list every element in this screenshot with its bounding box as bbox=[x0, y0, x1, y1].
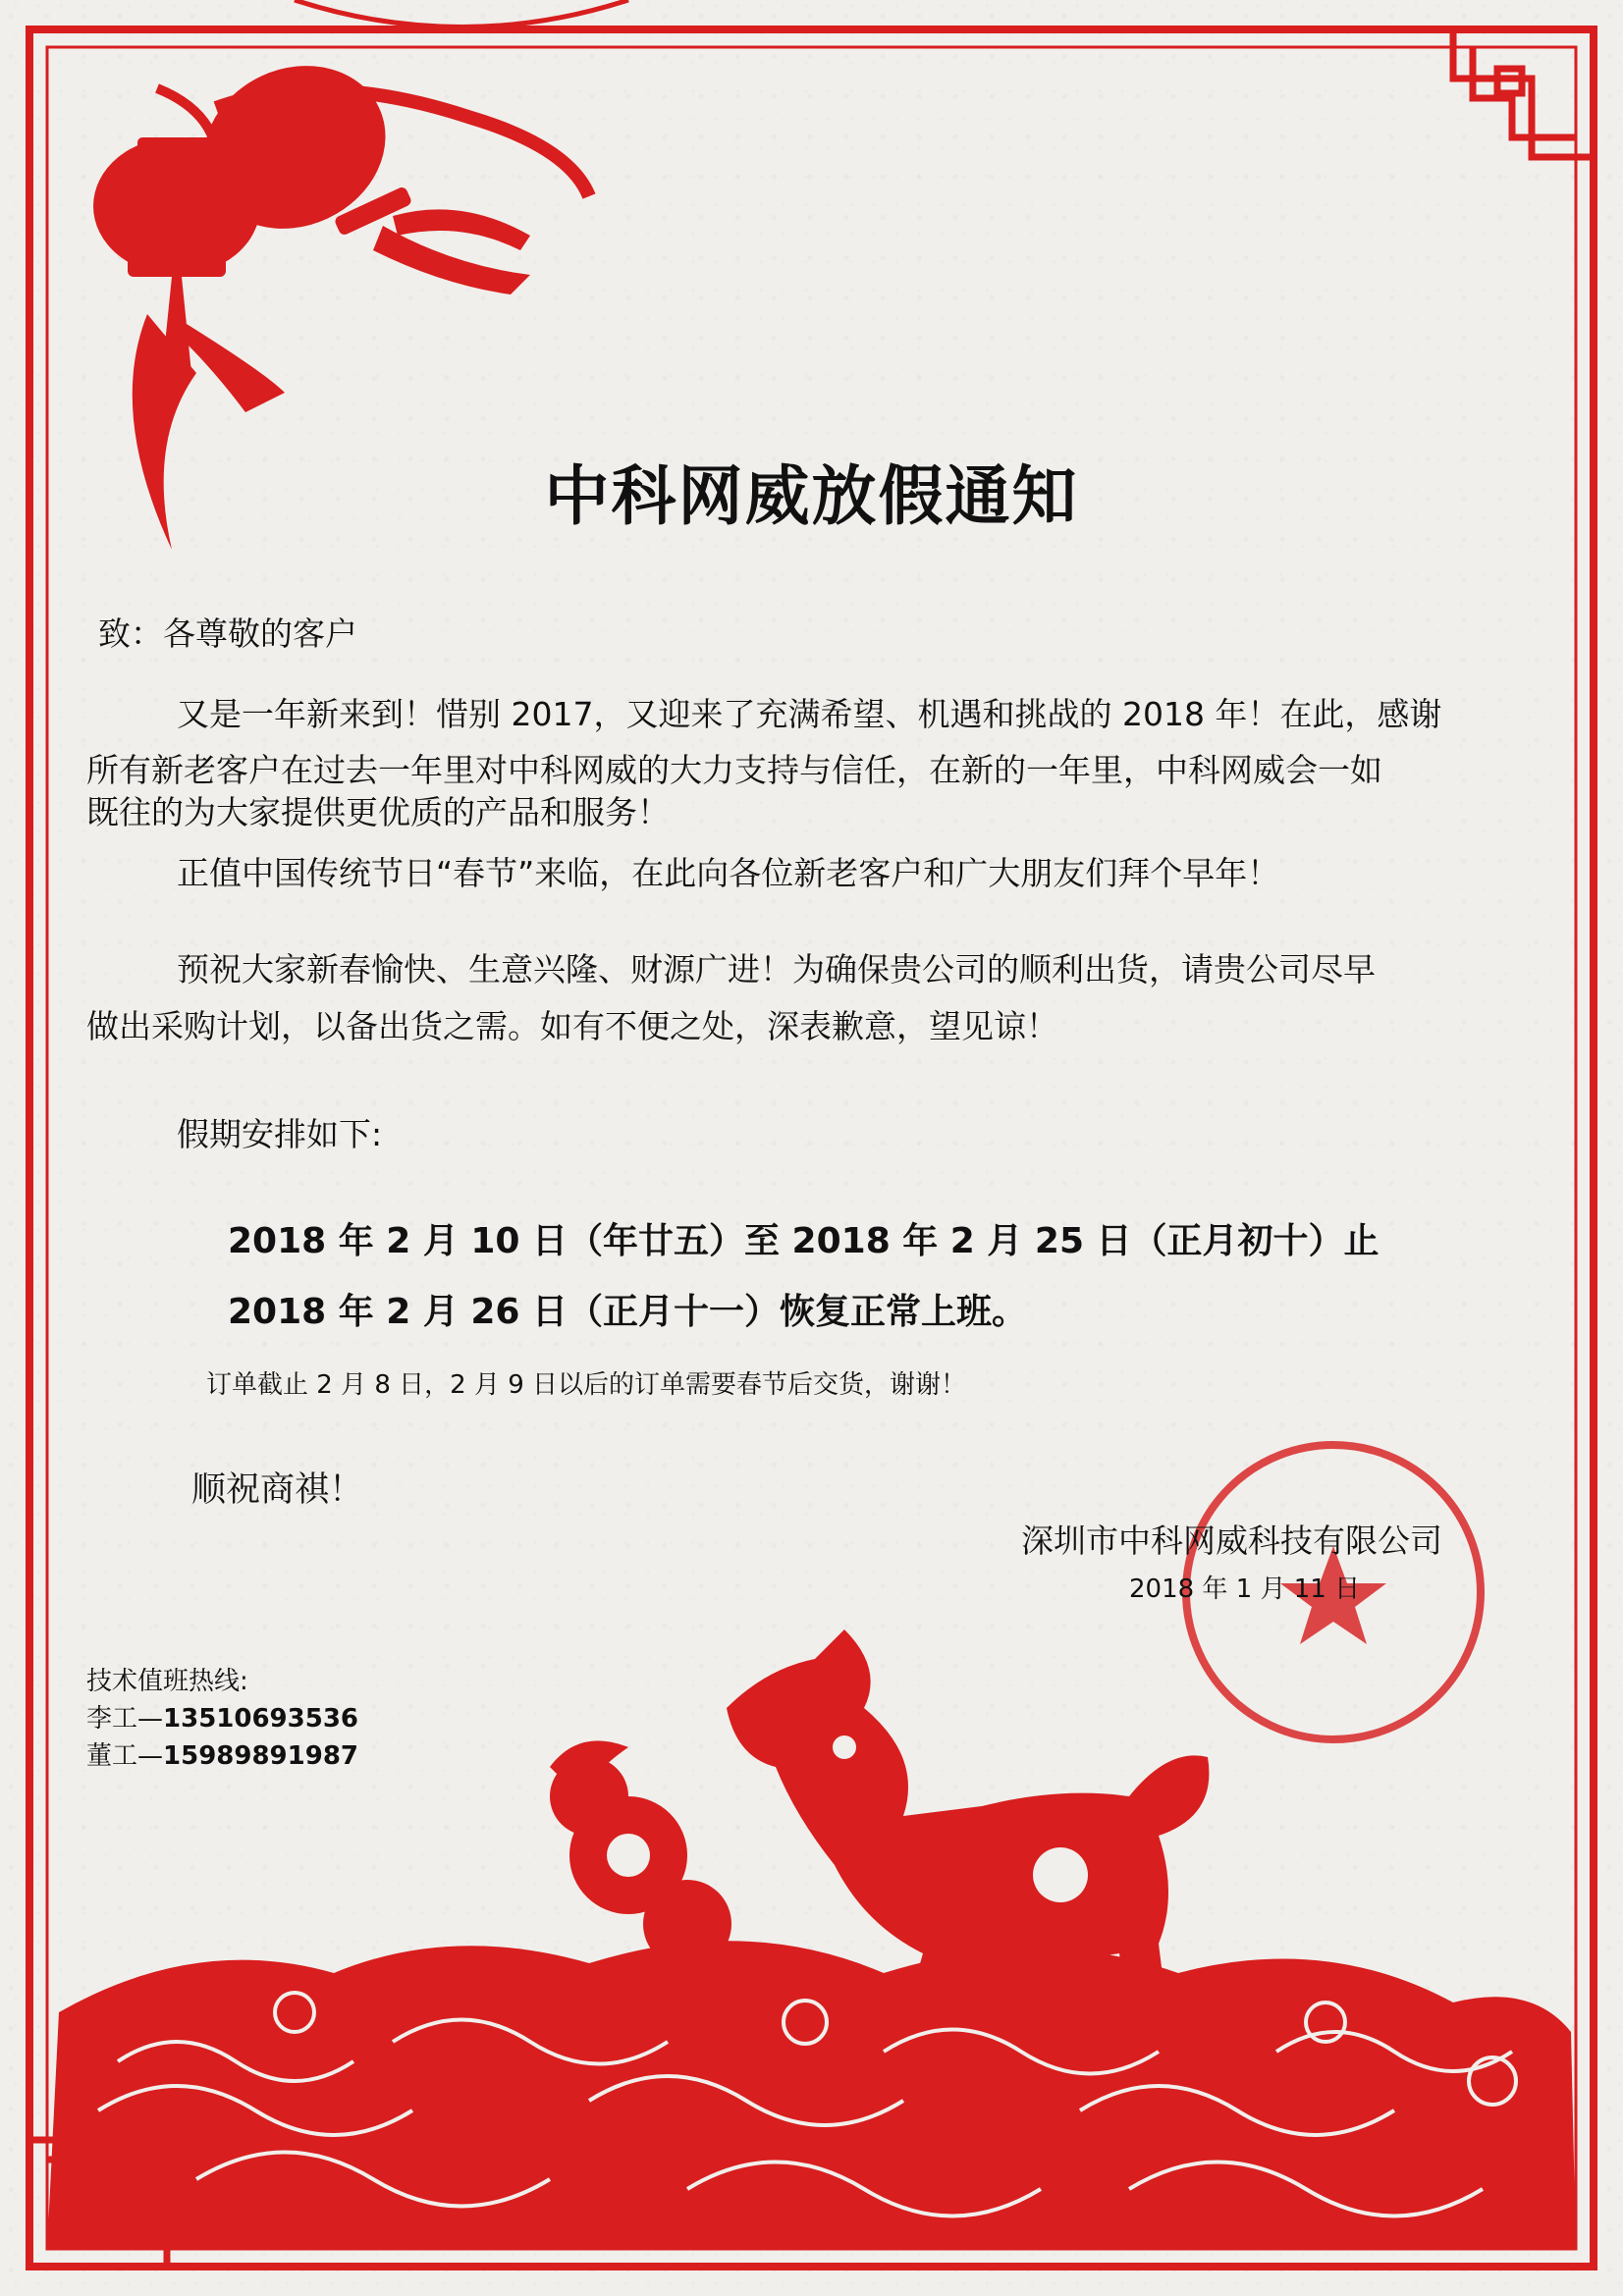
schedule-line-2: 2018 年 2 月 26 日（正月十一）恢复正常上班。 bbox=[228, 1292, 1028, 1332]
company-name: 深圳市中科网威科技有限公司 bbox=[1021, 1522, 1442, 1560]
schedule-heading: 假期安排如下: bbox=[177, 1115, 383, 1153]
paragraph-1-line-1: 又是一年新来到！惜别 2017，又迎来了充满希望、机遇和挑战的 2018 年！在此，感谢 bbox=[177, 695, 1442, 733]
paragraph-3-line-2: 做出采购计划，以备出货之需。如有不便之处，深表歉意，望见谅！ bbox=[86, 1007, 1058, 1045]
contact-1-name: 李工— bbox=[86, 1704, 164, 1734]
contact-2-phone: 15989891987 bbox=[163, 1741, 359, 1771]
hotline-label: 技术值班热线: bbox=[86, 1667, 248, 1696]
paragraph-1-line-2: 所有新老客户在过去一年里对中科网威的大力支持与信任，在新的一年里，中科网威会一如 bbox=[86, 751, 1382, 789]
notice-title: 中科网威放假通知 bbox=[544, 458, 1079, 534]
contact-2-name: 董工— bbox=[86, 1741, 164, 1771]
schedule-line-1: 2018 年 2 月 10 日（年廿五）至 2018 年 2 月 25 日（正月初十）止 bbox=[228, 1221, 1380, 1261]
notice-date: 2018 年 1 月 11 日 bbox=[1129, 1575, 1361, 1604]
order-note: 订单截止 2 月 8 日，2 月 9 日以后的订单需要春节后交货，谢谢！ bbox=[206, 1370, 967, 1400]
contact-1 bbox=[86, 1701, 358, 1736]
paragraph-2: 正值中国传统节日“春节”来临，在此向各位新老客户和广大朋友们拜个早年！ bbox=[177, 854, 1280, 892]
paragraph-1-line-3: 既往的为大家提供更优质的产品和服务！ bbox=[86, 793, 670, 831]
contact-1-phone: 13510693536 bbox=[163, 1704, 359, 1734]
closing: 顺祝商祺！ bbox=[191, 1470, 364, 1510]
paragraph-3-line-1: 预祝大家新春愉快、生意兴隆、财源广进！为确保贵公司的顺利出货，请贵公司尽早 bbox=[177, 950, 1376, 988]
salutation: 致：各尊敬的客户 bbox=[98, 614, 357, 653]
wave-pattern bbox=[47, 1941, 1576, 2249]
contact-2 bbox=[86, 1738, 358, 1774]
